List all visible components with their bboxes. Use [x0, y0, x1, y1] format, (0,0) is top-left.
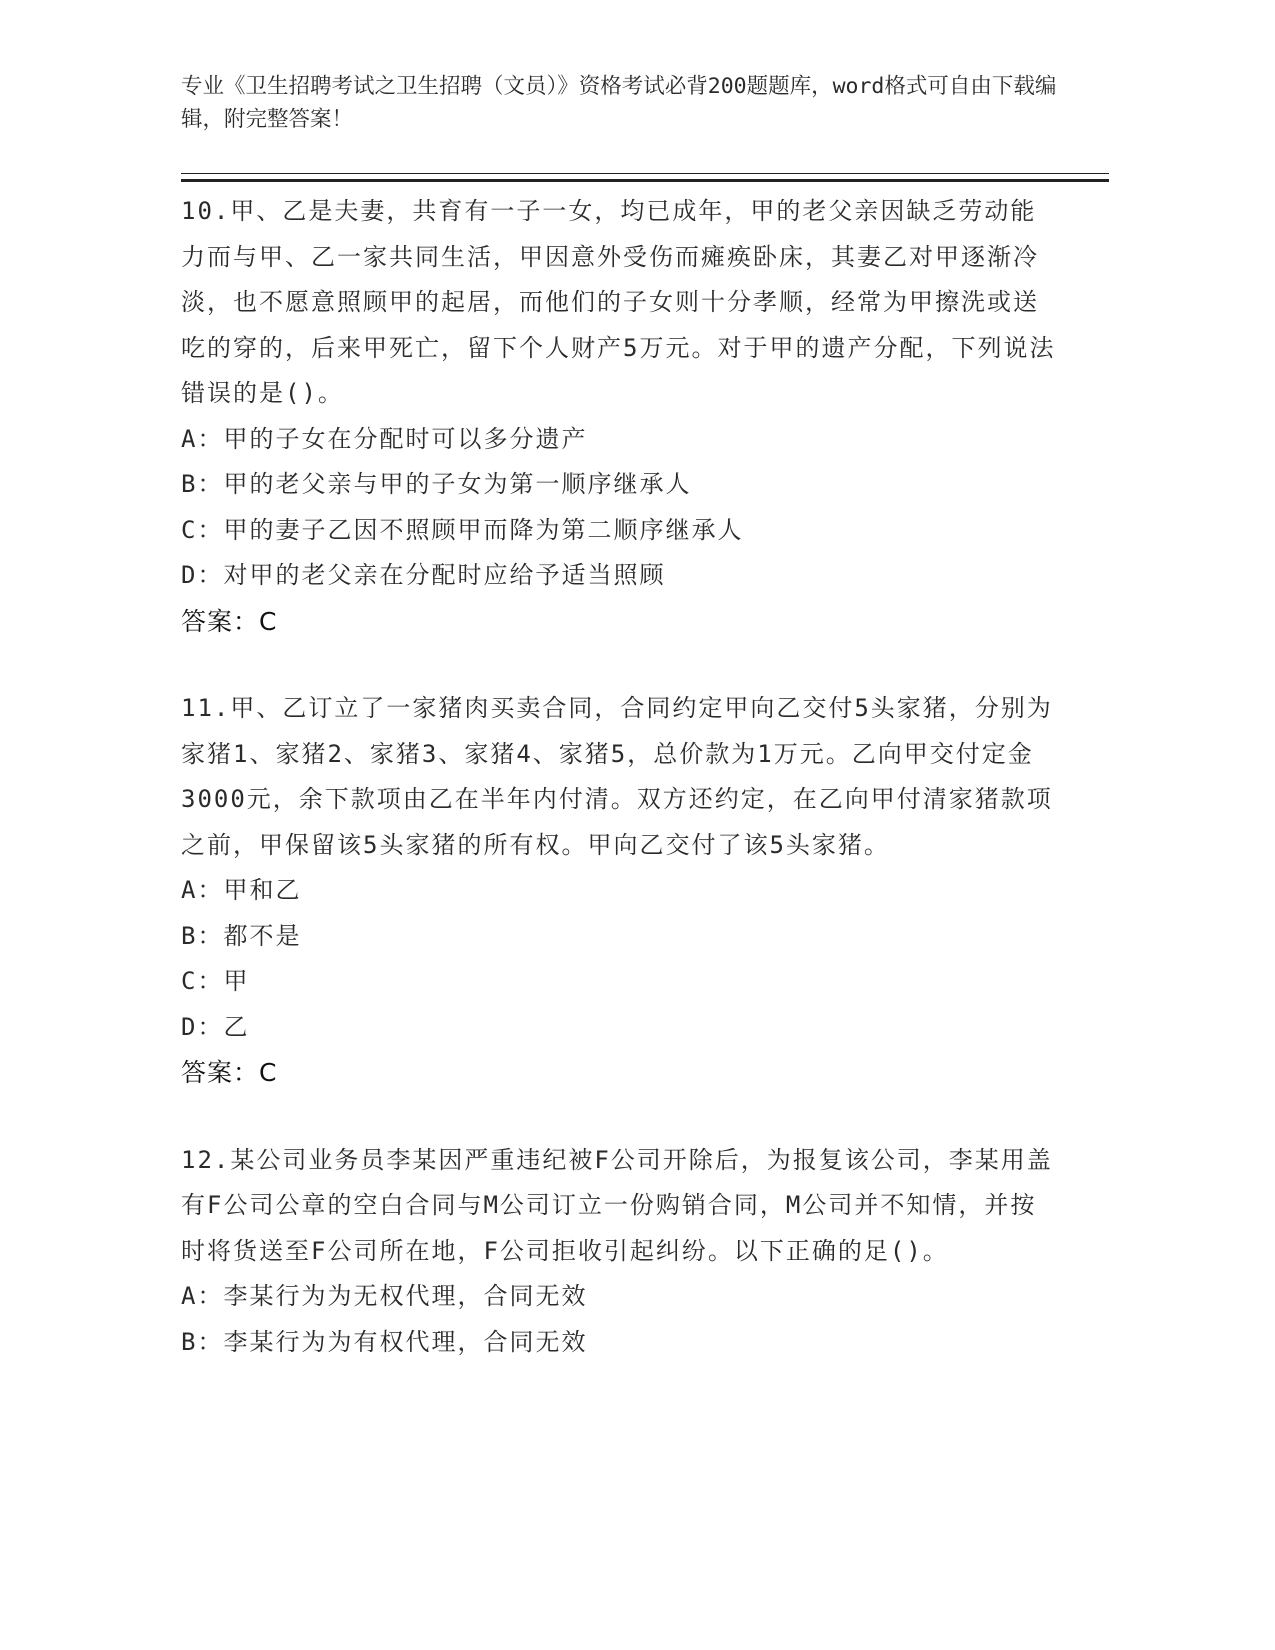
option-b: B：都不是	[181, 921, 302, 950]
option-b: B：李某行为为有权代理，合同无效	[181, 1327, 588, 1356]
question-11	[181, 686, 1081, 1096]
question-text: 11.甲、乙订立了一家猪肉买卖合同，合同约定甲向乙交付5头家猪，分别为家猪1、家猪2、家猪3、家猪4、家猪5，总价款为1万元。乙向甲交付定金3000元，余下款项由乙在半年内付清。双方还约定，在乙向甲付清家猪款项之前，甲保留该5头家猪的所有权。甲向乙交付了该5头家猪。	[181, 694, 1053, 859]
question-12	[181, 1138, 1081, 1366]
option-d: D：乙	[181, 1012, 250, 1041]
question-text: 12.某公司业务员李某因严重违纪被F公司开除后，为报复该公司，李某用盖有F公司公章的空白合同与M公司订立一份购销合同，M公司并不知情，并按时将货送至F公司所在地，F公司拒收引起纠纷。以下正确的足()。	[181, 1145, 1053, 1265]
option-d: D：对甲的老父亲在分配时应给予适当照顾	[181, 561, 666, 589]
option-b: B：甲的老父亲与甲的子女为第一顺序继承人	[181, 470, 692, 498]
option-c: C：甲	[181, 967, 250, 995]
option-a: A：甲的子女在分配时可以多分遗产	[181, 424, 588, 453]
spacer	[181, 1096, 1081, 1138]
option-c: C：甲的妻子乙因不照顾甲而降为第二顺序继承人	[181, 515, 744, 544]
header-divider-thin	[181, 173, 1109, 174]
option-a: A：李某行为为无权代理，合同无效	[181, 1282, 588, 1310]
document-title: 专业《卫生招聘考试之卫生招聘（文员）》资格考试必背200题题库，word格式可自由下载编辑，附完整答案！	[181, 74, 1057, 132]
header-divider-thick	[181, 179, 1109, 182]
question-10	[181, 189, 1081, 644]
question-list	[181, 189, 1081, 1365]
page-header	[181, 70, 1061, 136]
question-text: 10.甲、乙是夫妻，共育有一子一女，均已成年，甲的老父亲因缺乏劳动能力而与甲、乙一家共同生活，甲因意外受伤而瘫痪卧床，其妻乙对甲逐渐冷淡，也不愿意照顾甲的起居，而他们的子女则十分孝顺，经常为甲擦洗或送吃的穿的，后来甲死亡，留下个人财产5万元。对于甲的遗产分配，下列说法错误的是()。	[181, 197, 1056, 407]
spacer	[181, 644, 1081, 686]
option-a: A：甲和乙	[181, 876, 302, 904]
answer: 答案：C	[181, 606, 278, 636]
answer: 答案：C	[181, 1058, 278, 1087]
